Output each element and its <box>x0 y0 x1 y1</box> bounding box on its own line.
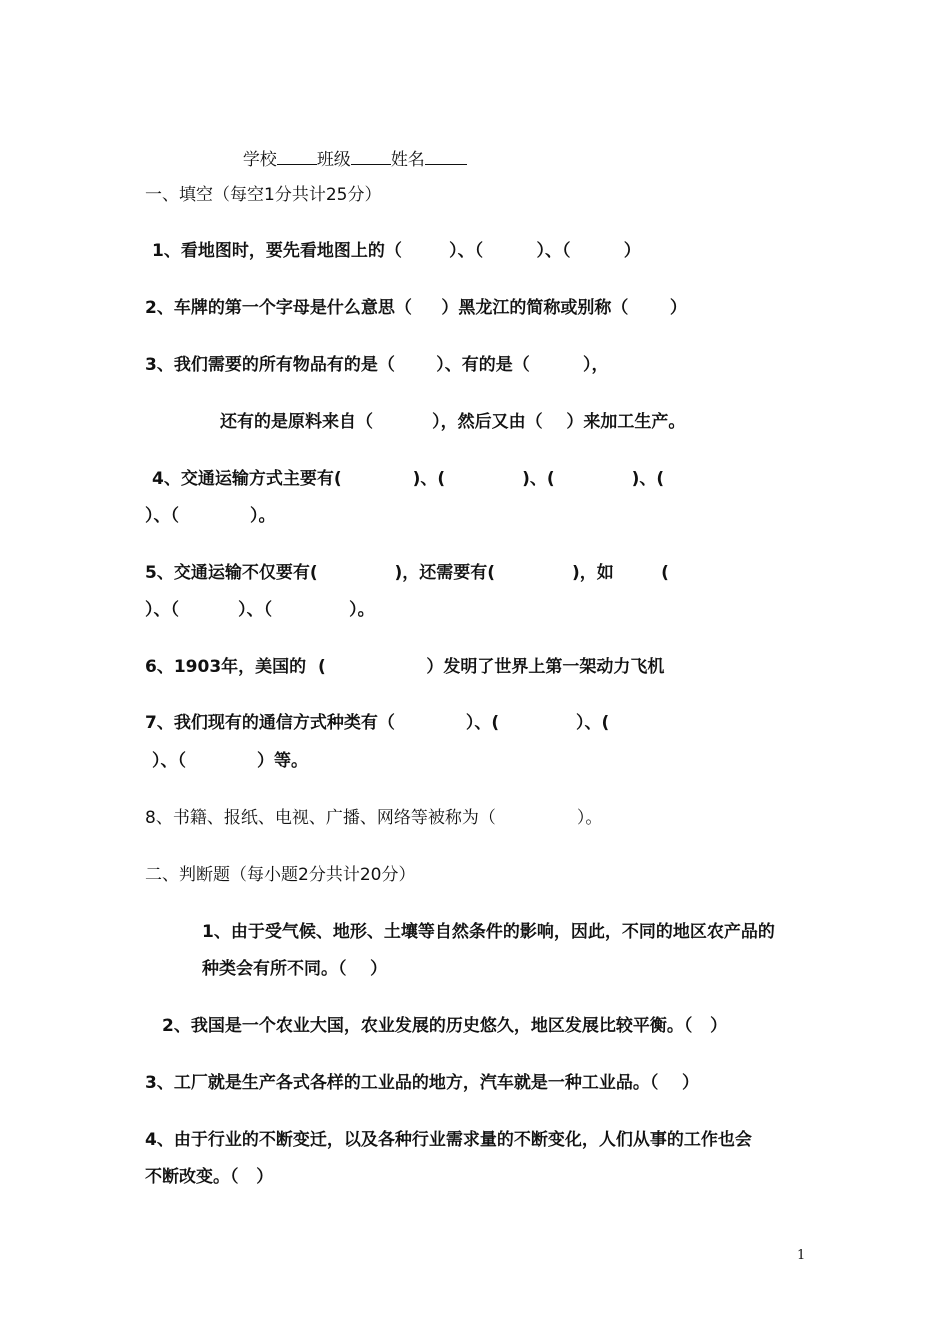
class-label: 班级 <box>316 150 351 170</box>
class-blank[interactable] <box>351 148 391 165</box>
fill-question-4-line1: 4、交通运输方式主要有( )、( )、( )、( <box>152 469 665 489</box>
fill-question-7-line2: ）、（ ）等。 <box>152 751 309 771</box>
judge-question-1-line2: 种类会有所不同。（ ） <box>202 959 388 979</box>
fill-question-1: 1、看地图时，要先看地图上的（ ）、（ ）、（ ） <box>152 241 641 261</box>
fill-question-6: 6、1903年，美国的 ( ）发明了世界上第一架动力飞机 <box>145 657 665 677</box>
fill-question-4-line2: ）、（ ）。 <box>145 506 276 526</box>
name-blank[interactable] <box>425 148 467 165</box>
fill-question-7-line1: 7、我们现有的通信方式种类有（ ）、( ）、( <box>145 713 610 733</box>
name-label: 姓名 <box>390 150 425 170</box>
fill-question-3-line2: 还有的是原料来自（ ），然后又由（ ）来加工生产。 <box>220 412 686 432</box>
judge-question-3: 3、工厂就是生产各式各样的工业品的地方，汽车就是一种工业品。（ ） <box>145 1073 700 1093</box>
school-label: 学校 <box>242 150 277 170</box>
fill-question-8: 8、书籍、报纸、电视、广播、网络等被称为（ ）。 <box>145 808 603 828</box>
section1-title: 一、填空（每空1分共计25分） <box>145 185 382 205</box>
judge-question-2: 2、我国是一个农业大国，农业发展的历史悠久，地区发展比较平衡。（ ） <box>162 1016 728 1036</box>
student-info-line <box>232 128 467 170</box>
fill-question-3-line1: 3、我们需要的所有物品有的是（ ）、有的是（ ）， <box>145 355 609 375</box>
fill-question-5-line2: ）、（ ）、（ ）。 <box>145 600 375 620</box>
page-number: 1 <box>797 1248 806 1263</box>
fill-question-5-line1: 5、交通运输不仅要有( )，还需要有( )，如 ( <box>145 563 669 583</box>
school-blank[interactable] <box>277 148 317 165</box>
judge-question-1-line1: 1、由于受气候、地形、土壤等自然条件的影响，因此，不同的地区农产品的 <box>202 922 775 942</box>
judge-question-4-line2: 不断改变。（ ） <box>145 1167 274 1187</box>
fill-question-2: 2、车牌的第一个字母是什么意思（ ）黑龙江的简称或别称（ ） <box>145 298 687 318</box>
judge-question-4-line1: 4、由于行业的不断变迁，以及各种行业需求量的不断变化，人们从事的工作也会 <box>145 1130 752 1150</box>
section2-title: 二、判断题（每小题2分共计20分） <box>145 865 416 885</box>
